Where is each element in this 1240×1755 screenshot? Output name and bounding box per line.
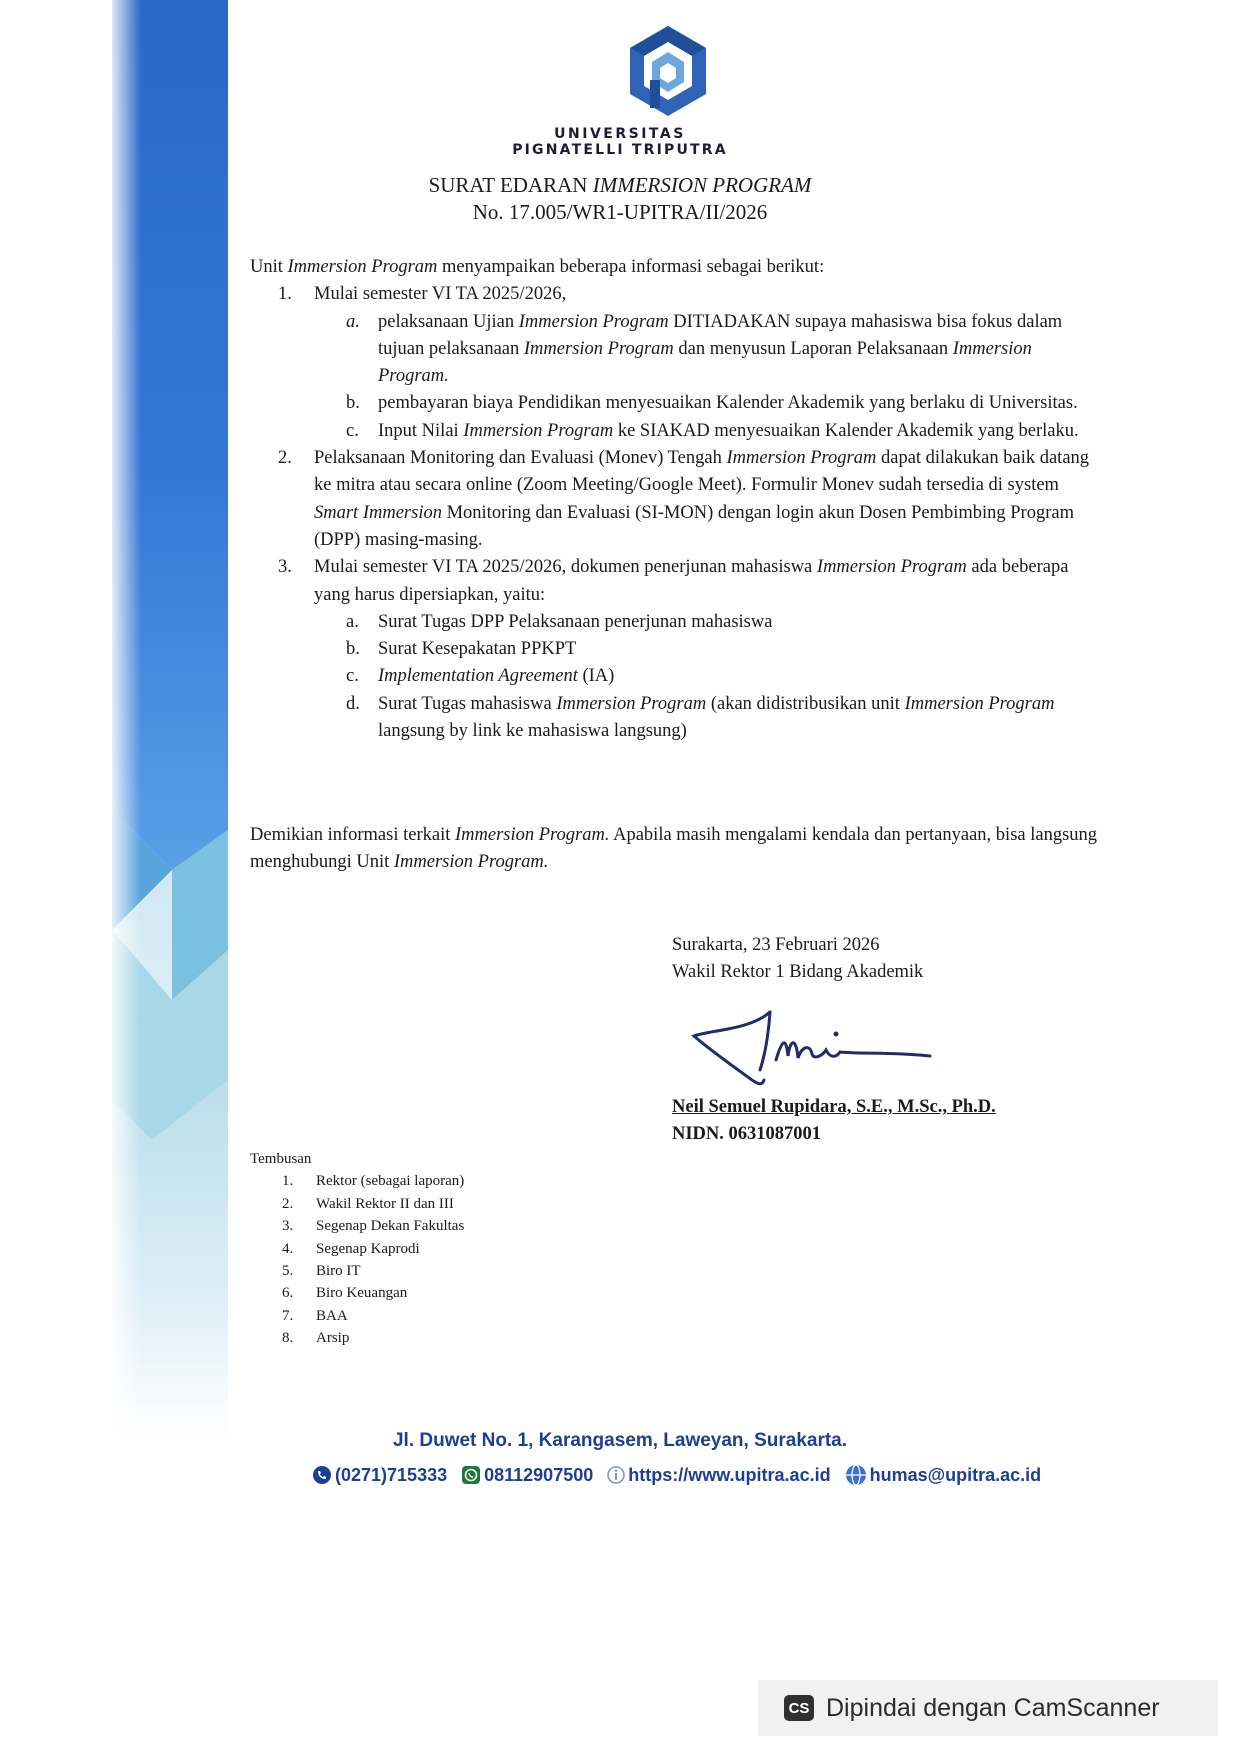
main-list [250,281,1100,745]
footer-contacts [312,1460,1055,1490]
list-item: 8. Arsip [282,1330,350,1347]
university-name-line1: UNIVERSITAS [554,126,686,142]
sub-list [314,309,1100,445]
document-title: SURAT EDARAN IMMERSION PROGRAM No. 17.005/WR1-UPITRA/II/2026 [0,172,1240,226]
footer-email: humas@upitra.ac.id [845,1464,1042,1486]
list-item: 3. Segenap Dekan Fakultas [282,1218,465,1235]
letter-body [250,254,1100,745]
camscanner-watermark [758,1680,1218,1736]
sub-list-item: d. Surat Tugas mahasiswa Immersion Program (akan didistribusikan unit Immersion Program langsung by link ke mahasiswa langsung) [346,693,1055,742]
intro-paragraph: Unit Immersion Program menyampaikan beberapa informasi sebagai berikut: [250,257,825,277]
sub-list [314,609,1100,745]
footer-whatsapp: 08112907500 [461,1465,593,1486]
signature-block [672,932,923,986]
signer-position: Wakil Rektor 1 Bidang Akademik [672,962,924,982]
list-item: 5. Biro IT [282,1263,361,1280]
signer-nidn: NIDN. 0631087001 [672,1124,822,1144]
phone-icon [312,1465,332,1485]
document-number: No. 17.005/WR1-UPITRA/II/2026 [472,200,768,224]
tembusan-heading: Tembusan [250,1151,312,1167]
list-item: 1. Mulai semester VI TA 2025/2026, a. pelaksanaan Ujian Immersion Program DITIADAKAN supaya mahasiswa bisa fokus dalam tujuan pelaksanaan Immersion Program dan menyusun Laporan Pelaksanaan Immersion Program. b. pembayaran biaya Pendidikan menyesuaikan Kalender Akademik yang berlaku di Universitas. c. Input Nilai Immersion Program ke SIAKAD menyesuaikan Kalender Akademik yang berlaku. [250,281,1100,445]
signer-name: Neil Semuel Rupidara, S.E., M.Sc., Ph.D. [672,1097,996,1117]
closing-paragraph: Demikian informasi terkait Immersion Program. Apabila masih mengalami kendala dan pertanyaan, bisa langsung menghubungi Unit Immersion Program. [250,825,1098,873]
sub-list-item: c. Implementation Agreement (IA) [346,666,615,687]
place-date: Surakarta, 23 Februari 2026 [672,935,880,955]
sub-list-item: a. pelaksanaan Ujian Immersion Program DITIADAKAN supaya mahasiswa bisa fokus dalam tujuan pelaksanaan Immersion Program dan menyusun Laporan Pelaksanaan Immersion Program. [346,311,1063,387]
sub-list-item: b. Surat Kesepakatan PPKPT [346,639,577,660]
university-name-line2: PIGNATELLI TRIPUTRA [512,142,728,158]
camscanner-text: Dipindai dengan CamScanner [826,1693,1160,1722]
list-item: 6. Biro Keuangan [282,1285,408,1302]
footer-phone: (0271)715333 [312,1465,447,1486]
list-item: 2. Pelaksanaan Monitoring dan Evaluasi (Monev) Tengah Immersion Program dapat dilakukan baik datang ke mitra atau secara online (Zoom Meeting/Google Meet). Formulir Monev sudah tersedia di system Smart Immersion Monitoring dan Evaluasi (SI-MON) dengan login akun Dosen Pembimbing Program (DPP) masing-masing. [278,448,1090,550]
sub-list-item: a. Surat Tugas DPP Pelaksanaan penerjunan mahasiswa [346,611,773,632]
footer-website: https://www.upitra.ac.id [607,1465,830,1486]
list-item: 3. Mulai semester VI TA 2025/2026, dokumen penerjunan mahasiswa Immersion Program ada beberapa yang harus dipersiapkan, yaitu: a. Surat Tugas DPP Pelaksanaan penerjunan mahasiswa b. Surat Kesepakatan PPKPT c. Implementation Agreement (IA) d. Surat Tugas mahasiswa Immersion Program (akan didistribusikan unit Immersion Program langsung by link ke mahasiswa langsung) [250,554,1100,745]
sub-list-item: b. pembayaran biaya Pendidikan menyesuaikan Kalender Akademik yang berlaku di Universitas. [346,393,1078,414]
list-item: 7. BAA [282,1307,348,1324]
list-item: 2. Wakil Rektor II dan III [282,1195,454,1212]
whatsapp-icon [461,1465,481,1485]
signer-identity [672,1094,996,1148]
tembusan-list [250,1148,464,1350]
list-item: 4. Segenap Kaprodi [282,1240,420,1257]
globe-icon [845,1464,867,1486]
footer-address: Jl. Duwet No. 1, Karangasem, Laweyan, Surakarta. [392,1430,848,1451]
camscanner-icon: CS [784,1695,814,1721]
info-icon [607,1465,625,1485]
university-logo [618,22,718,122]
sub-list-item: c. Input Nilai Immersion Program ke SIAKAD menyesuaikan Kalender Akademik yang berlaku. [346,420,1079,441]
list-item: 1. Rektor (sebagai laporan) [282,1173,465,1190]
